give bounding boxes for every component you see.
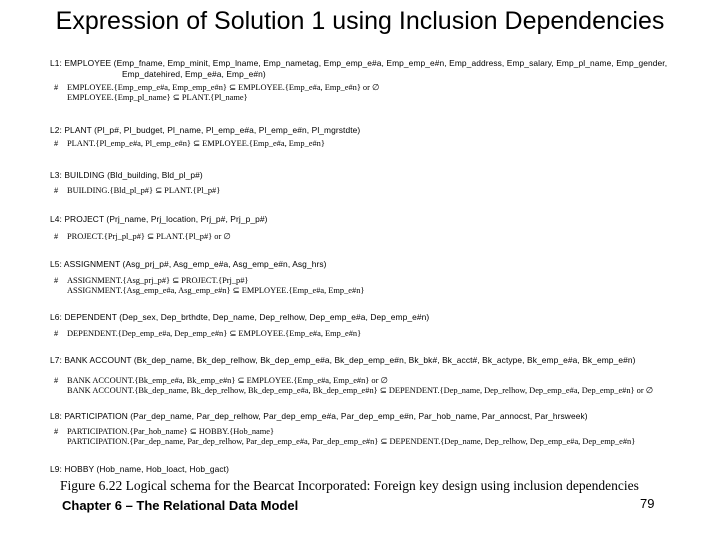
- fk-employee-2: [50, 93, 715, 103]
- figure-caption: Figure 6.22 Logical schema for the Bearcat Incorporated: Foreign key design using inclusion dependencies: [60, 478, 639, 493]
- relation-assignment: L5: ASSIGNMENT (Asg_prj_p#, Asg_emp_e#a, Asg_emp_e#n, Asg_hrs): [50, 259, 327, 269]
- relation-participation: L8: PARTICIPATION (Par_dep_name, Par_dep_relhow, Par_dep_emp_e#a, Par_dep_emp_e#n, Par_hob_name, Par_annocst, Par_hrsweek): [50, 411, 588, 421]
- fk-plant-1: [50, 139, 715, 149]
- relation-dependent: L6: DEPENDENT (Dep_sex, Dep_brthdte, Dep_name, Dep_relhow, Dep_emp_e#a, Dep_emp_e#n): [50, 312, 430, 322]
- relation-block-l7: [50, 355, 715, 396]
- fk-assignment-1: [50, 276, 715, 286]
- relation-block-l5: [50, 259, 715, 296]
- fk-text: ASSIGNMENT.{Asg_emp_e#a, Asg_emp_e#n} ⊆ EMPLOYEE.{Emp_e#a, Emp_e#n}: [67, 286, 365, 295]
- fk-text: BANK ACCOUNT.{Bk_dep_name, Bk_dep_relhow, Bk_dep_emp_e#a, Bk_dep_emp_e#n} ⊆ DEPENDENT.{Dep_name, Dep_relhow, Dep_emp_e#a, Dep_emp_e#n} or ∅: [67, 386, 654, 395]
- fk-text: EMPLOYEE.{Emp_emp_e#a, Emp_emp_e#n} ⊆ EMPLOYEE.{Emp_e#a, Emp_e#n} or ∅: [67, 83, 380, 92]
- fk-assignment-2: [50, 286, 715, 296]
- fk-text: DEPENDENT.{Dep_emp_e#a, Dep_emp_e#n} ⊆ EMPLOYEE.{Emp_e#a, Emp_e#n}: [67, 329, 362, 338]
- fk-text: EMPLOYEE.{Emp_pl_name} ⊆ PLANT.{Pl_name}: [67, 93, 248, 102]
- fk-building-1: [50, 186, 715, 196]
- fk-marker: #: [54, 232, 59, 241]
- fk-marker: #: [54, 139, 59, 148]
- fk-marker: #: [54, 186, 59, 195]
- fk-marker: #: [54, 276, 59, 285]
- fk-participation-2: [50, 437, 715, 447]
- fk-text: PARTICIPATION.{Par_hob_name} ⊆ HOBBY.{Hob_name}: [67, 427, 274, 436]
- relation-block-l9: [50, 464, 715, 475]
- fk-participation-1: [50, 427, 715, 437]
- relation-block-l6: [50, 312, 715, 339]
- fk-text: ASSIGNMENT.{Asg_prj_p#} ⊆ PROJECT.{Prj_p#}: [67, 276, 249, 285]
- relation-block-l3: [50, 170, 715, 196]
- fk-marker: #: [54, 329, 59, 338]
- fk-text: BANK ACCOUNT.{Bk_emp_e#a, Bk_emp_e#n} ⊆ EMPLOYEE.{Emp_e#a, Emp_e#n} or ∅: [67, 376, 388, 385]
- page-number: 79: [640, 496, 655, 511]
- relation-block-l1: [50, 58, 715, 103]
- fk-marker: #: [54, 376, 59, 385]
- relation-building: L3: BUILDING (Bld_building, Bld_pl_p#): [50, 170, 203, 180]
- fk-text: BUILDING.{Bld_pl_p#} ⊆ PLANT.{Pl_p#}: [67, 186, 221, 195]
- fk-marker: #: [54, 427, 59, 436]
- relation-bank-account: L7: BANK ACCOUNT (Bk_dep_name, Bk_dep_relhow, Bk_dep_emp_e#a, Bk_dep_emp_e#n, Bk_bk#, Bk_acct#, Bk_actype, Bk_emp_e#a, Bk_emp_e#n): [50, 355, 636, 365]
- relation-project: L4: PROJECT (Prj_name, Prj_location, Prj_p#, Prj_p_p#): [50, 214, 268, 224]
- chapter-footer: Chapter 6 – The Relational Data Model: [62, 498, 299, 513]
- relation-block-l4: [50, 214, 715, 242]
- slide-title: Expression of Solution 1 using Inclusion Dependencies: [55, 7, 665, 35]
- fk-dependent-1: [50, 329, 715, 339]
- logical-schema: [50, 50, 715, 480]
- relation-block-l2: [50, 125, 715, 149]
- relation-hobby: L9: HOBBY (Hob_name, Hob_loact, Hob_gact): [50, 464, 229, 474]
- fk-bank-account-1: [50, 376, 715, 386]
- relation-block-l8: [50, 411, 715, 447]
- fk-text: PROJECT.{Prj_pl_p#} ⊆ PLANT.{Pl_p#} or ∅: [67, 232, 231, 241]
- fk-project-1: [50, 232, 715, 242]
- relation-employee-cont: Emp_datehired, Emp_e#a, Emp_e#n): [122, 69, 266, 79]
- fk-marker: #: [54, 83, 59, 92]
- relation-plant: L2: PLANT (Pl_p#, Pl_budget, Pl_name, Pl_emp_e#a, Pl_emp_e#n, Pl_mgrstdte): [50, 125, 361, 135]
- fk-text: PLANT.{Pl_emp_e#a, Pl_emp_e#n} ⊆ EMPLOYEE.{Emp_e#a, Emp_e#n}: [67, 139, 325, 148]
- fk-employee-1: [50, 83, 715, 93]
- fk-bank-account-2: [50, 386, 715, 396]
- relation-employee: L1: EMPLOYEE (Emp_fname, Emp_minit, Emp_lname, Emp_nametag, Emp_emp_e#a, Emp_emp_e#n, Emp_address, Emp_salary, Emp_pl_name, Emp_gender,: [50, 58, 668, 68]
- fk-text: PARTICIPATION.{Par_dep_name, Par_dep_relhow, Par_dep_emp_e#a, Par_dep_emp_e#n} ⊆ DEPENDENT.{Dep_name, Dep_relhow, Dep_emp_e#a, Dep_emp_e#n}: [67, 437, 636, 446]
